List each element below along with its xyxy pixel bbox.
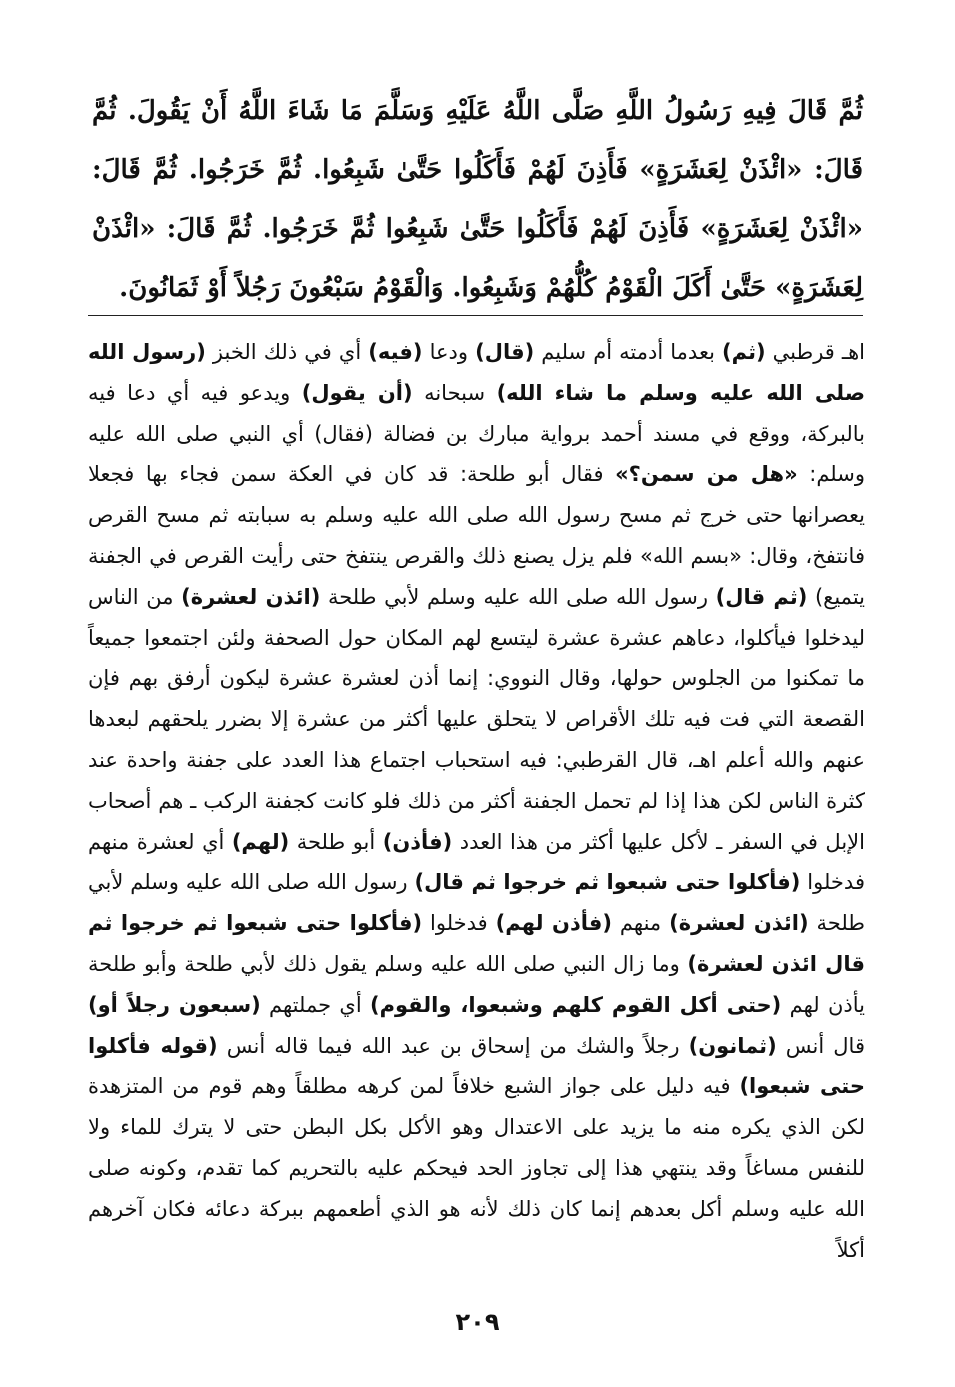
commentary-segment: رسول الله صلى الله عليه وسلم لأبي طلحة [88, 870, 865, 936]
commentary-quote: (ثمانون) [688, 1033, 777, 1058]
commentary-segment: منهم [611, 911, 670, 936]
commentary-segment: ودعا [422, 340, 476, 364]
commentary-paragraph [88, 332, 865, 1270]
commentary-segment: فيه دليل على جواز الشبع خلافاً لمن كرهه مطلقاً وهم قوم من المتزهدة لكن الذي يكره منه ما يزيد على الاعتدال وهو الأكل بكل البطن حتى لا يترك للماء ولا للنفس مساغاً وقد ينتهي هذا إلى تجاوز الحد فيحكم عليه بالتحريم كما تقدم، وكونه صلى الله عليه وسلم أكل بعدهم إنما كان ذلك لأنه هو الذي أطعمهم ببركة دعائه فكان آخرهم أكلاً [88, 1074, 865, 1262]
commentary-quote: (لهم) [231, 829, 290, 854]
commentary-quote: (سبعون رجلاً أو) [88, 992, 261, 1017]
commentary-quote: (ثم قال) [715, 584, 808, 609]
commentary-segment: بعدما أدمته أم سليم [534, 340, 723, 364]
commentary-quote: (فيه) [368, 340, 423, 364]
commentary-segment: سبحانه [412, 380, 497, 405]
commentary-quote: (رسول الله صلى الله عليه وسلم ما شاء الله) [88, 340, 865, 405]
commentary-quote: (أن يقول) [301, 380, 413, 405]
commentary-segment: رجلاً والشك من إسحاق بن عبد الله فيما قاله أنس [217, 1033, 689, 1058]
commentary-segment: فقال أبو طلحة: قد كان في العكة سمن فجاء بها فجعلا يعصرانها حتى خرج ثم مسح رسول الله صلى الله عليه وسلم به سبابته ثم مسح القرص فانتفخ، وقال: «بسم الله» فلم يزل يصنع ذلك والقرص ينتفخ حتى رأيت القرص في الجفنة يتميع) [88, 462, 865, 609]
commentary-segment: أي جملتهم [260, 992, 371, 1017]
commentary-segment: رسول الله صلى الله عليه وسلم لأبي طلحة [320, 584, 716, 609]
commentary-quote: (فأذن لهم) [495, 911, 612, 936]
commentary-segment: ويدعو فيه أي دعا فيه بالبركة، ووقع في مسند أحمد برواية مبارك بن فضالة (فقال) أي النبي صلى الله عليه وسلم: [88, 380, 865, 487]
commentary-quote: (فأذن) [382, 829, 453, 854]
commentary-quote: (ثم) [722, 340, 766, 364]
commentary-segment: اهـ قرطبي [765, 340, 865, 364]
commentary-quote: (ائذن لعشرة) [669, 911, 809, 936]
commentary-segment: من الناس ليدخلوا فيأكلوا، دعاهم عشرة عشرة ليتسع لهم المكان حول الصحفة ولئن اجتمعوا جميعاً ما تمكنوا من الجلوس حولها، وقال النووي: إنما أذن لعشرة عشرة ليكون أرفق بهم فإن القصعة التي فت فيه تلك الأقراص لا يتحلق عليها أكثر من عشرة إلا بضرر يلحقهم لبعدها عنهم والله أعلم اهـ، قال القرطبي: فيه استحباب اجتماع هذا العدد على جفنة واحدة عند كثرة الناس لكن هذا إذا لم تحمل الجفنة أكثر من ذلك فلو كانت كجفنة الركب ـ هم أصحاب الإبل في السفر ـ لأكل عليها أكثر من هذا العدد [88, 584, 865, 854]
hadith-text [92, 82, 863, 318]
commentary-segment: قال أنس [776, 1033, 865, 1058]
commentary-text [88, 332, 865, 1270]
page-number: ٢٠٩ [455, 1308, 500, 1336]
commentary-quote: (قوله فأكلوا حتى شبعوا) [88, 1033, 865, 1099]
commentary-segment: فدخلوا [422, 911, 496, 936]
commentary-quote: (قال) [475, 340, 535, 364]
commentary-segment: وما زال النبي صلى الله عليه وسلم يقول ذلك لأبي طلحة وأبو طلحة يأذن لهم [88, 951, 865, 1017]
commentary-segment: أبو طلحة [289, 829, 383, 854]
commentary-quote: «هل من سمن؟» [615, 462, 798, 487]
commentary-segment: أي لعشرة منهم فدخلوا [88, 829, 865, 895]
hadith-paragraph: ثُمَّ قَالَ فِيهِ رَسُولُ اللَّهِ صَلَّى اللَّهُ عَلَيْهِ وَسَلَّمَ مَا شَاءَ اللَّهُ أَنْ يَقُولَ. ثُمَّ قَالَ: «ائْذَنْ لِعَشَرَةٍ» فَأَذِنَ لَهُمْ فَأَكَلُوا حَتَّىٰ شَبِعُوا. ثُمَّ خَرَجُوا. ثُمَّ قَالَ: «ائْذَنْ لِعَشَرَةٍ» فَأَذِنَ لَهُمْ فَأَكَلُوا حَتَّىٰ شَبِعُوا ثُمَّ خَرَجُوا. ثُمَّ قَالَ: «ائْذَنْ لِعَشَرَةٍ» حَتَّىٰ أَكَلَ الْقَوْمُ كُلُّهُمْ وَشَبِعُوا. وَالْقَوْمُ سَبْعُونَ رَجُلاً أَوْ ثَمَانُونَ. [92, 96, 863, 303]
commentary-segment: أي في ذلك الخبز [205, 340, 369, 364]
footnote-divider [88, 315, 863, 316]
commentary-quote: (ائذن لعشرة) [181, 584, 321, 609]
commentary-quote: (حتى أكل القوم كلهم وشبعوا، والقوم) [370, 992, 782, 1017]
commentary-quote: (فأكلوا حتى شبعوا ثم خرجوا ثم قال ائذن لعشرة) [88, 911, 865, 976]
commentary-quote: (فأكلوا حتى شبعوا ثم خرجوا ثم قال) [414, 870, 801, 895]
